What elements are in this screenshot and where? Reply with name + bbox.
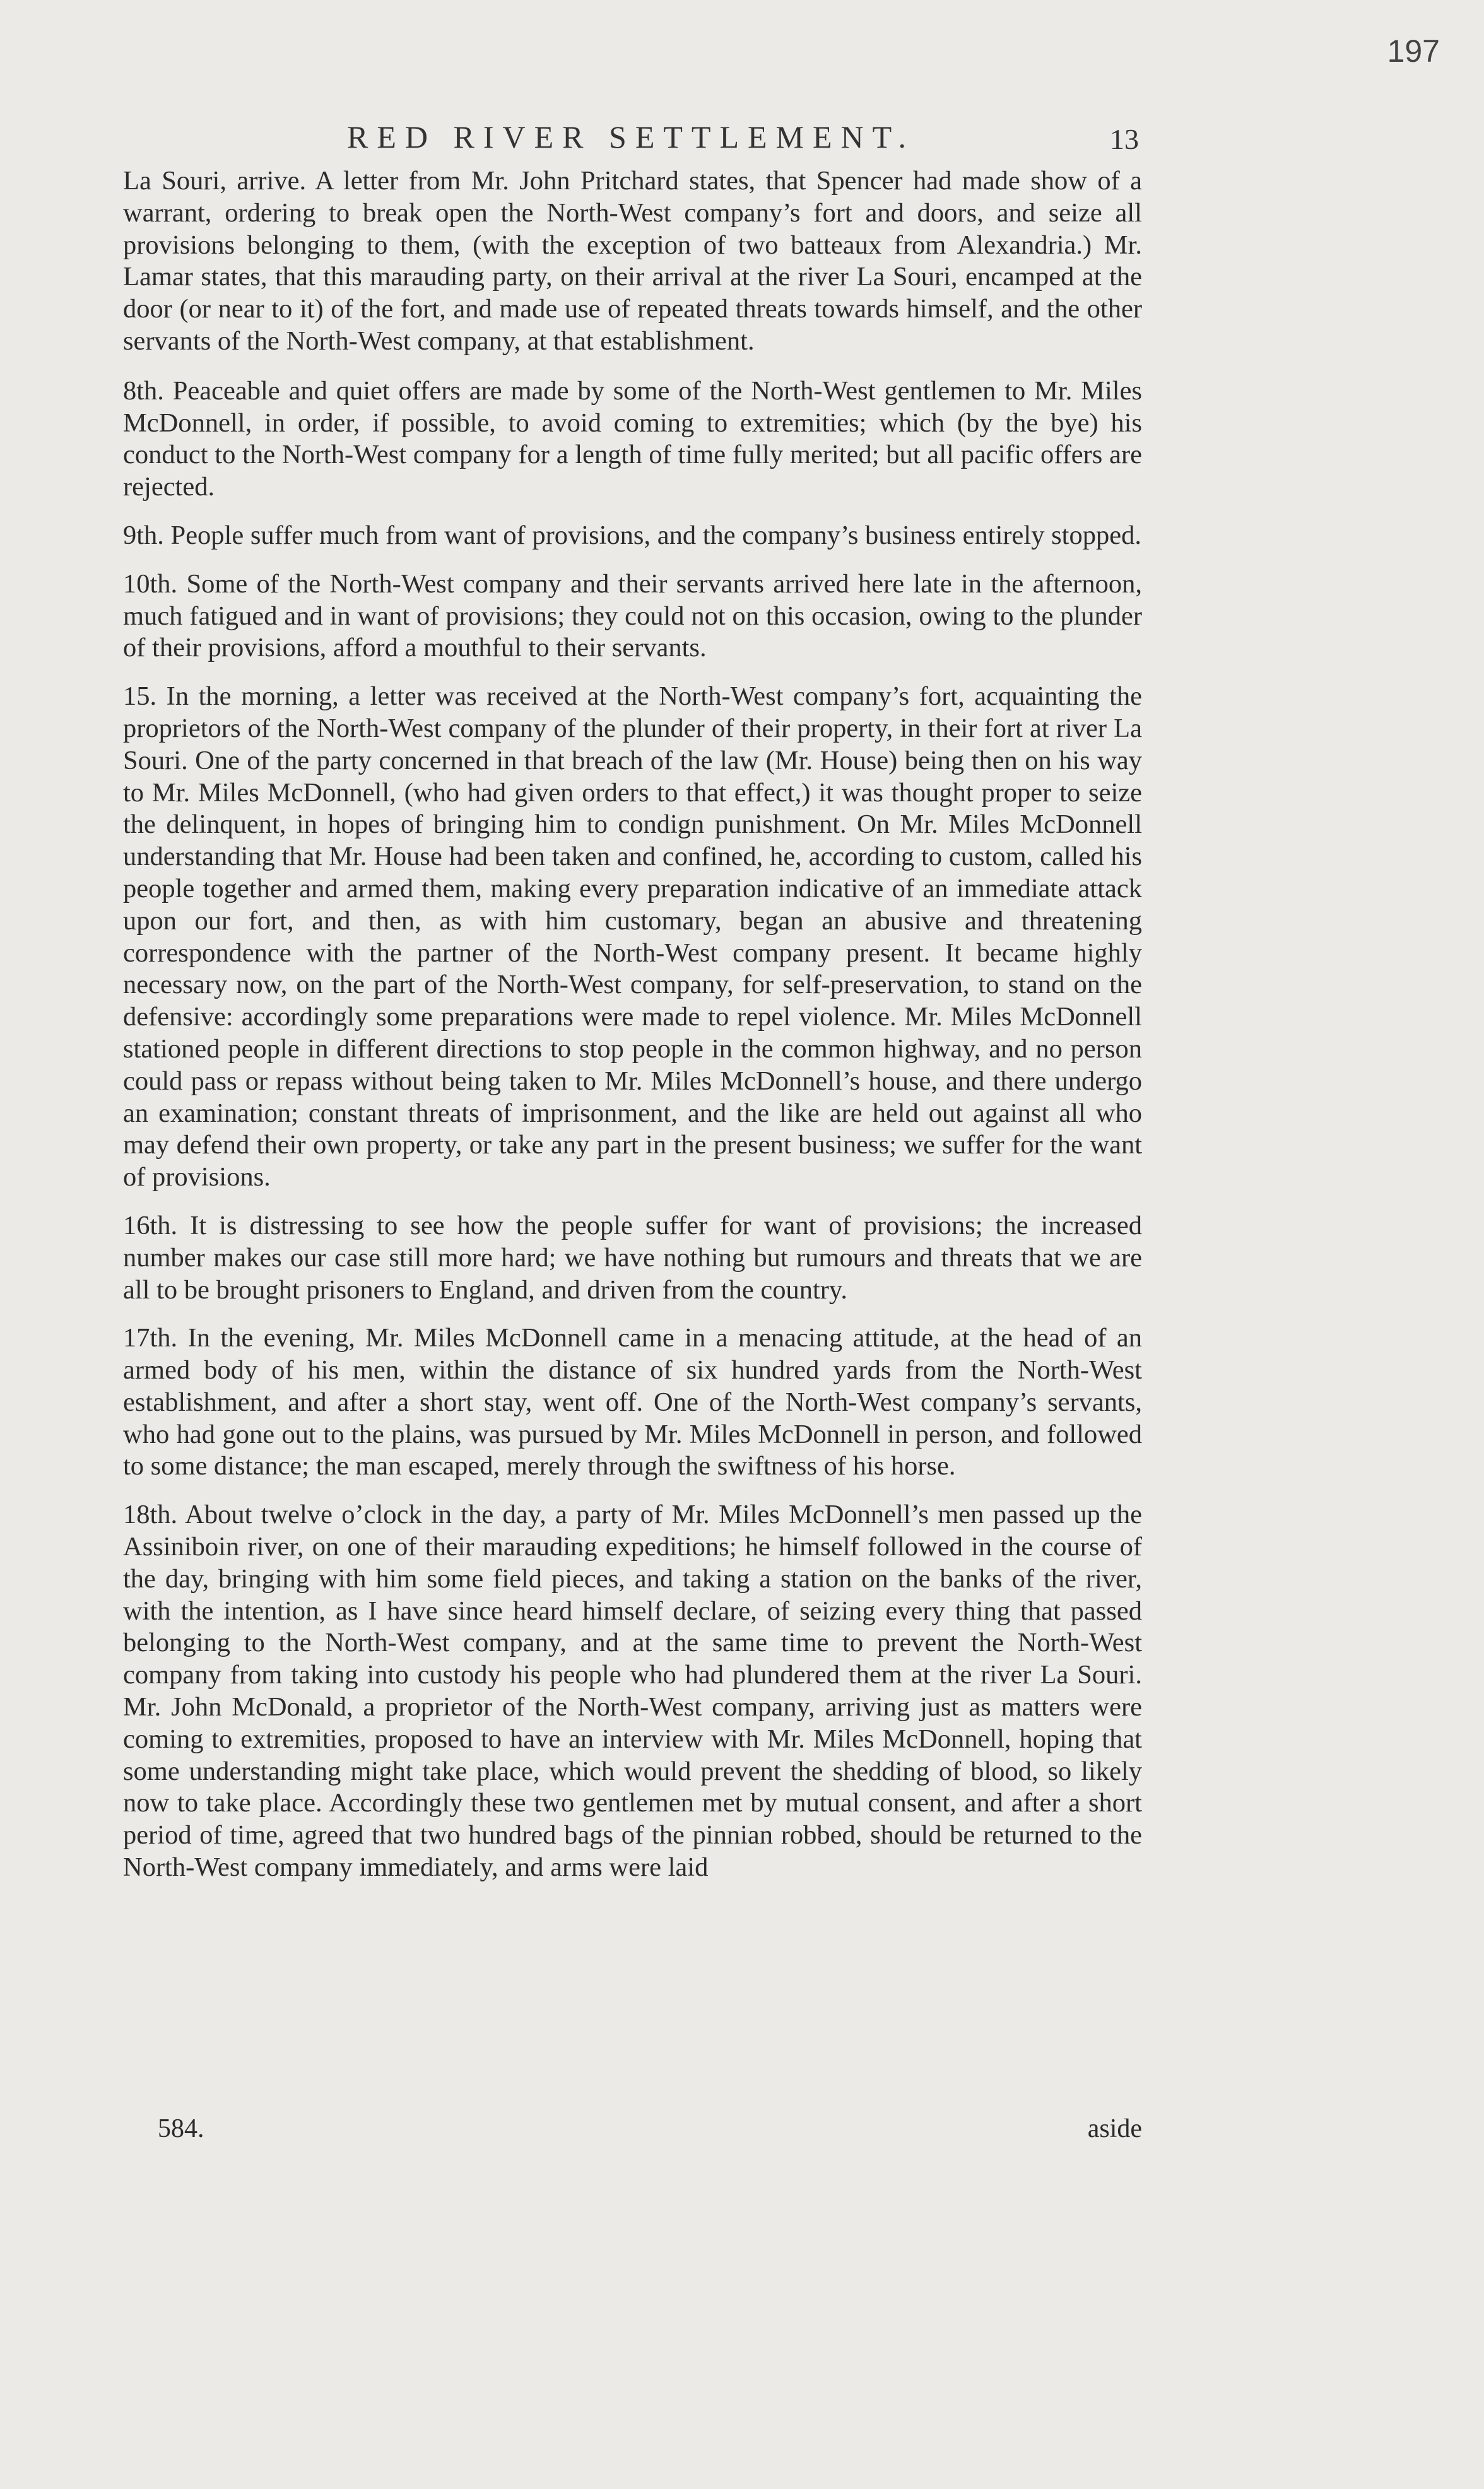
paragraph-15th: 15. In the morning, a letter was received at the North-West company’s fort, acquainting the proprietors of the North-West company of the plunder of their property, in their fort at river La Souri. One of the party concerned in that breach of the law (Mr. House) being then on his way to Mr. Miles McDonnell, (who had given orders to that effect,) it was thought proper to seize the delinquent, in hopes of bringing him to condign punishment. On Mr. Miles McDonnell understanding that Mr. House had been taken and confined, he, according to custom, called his people together and armed them, making every preparation indicative of an immediate attack upon our fort, and then, as with him customary, began an abusive and threatening correspondence with the partner of the North-West company present. It became highly necessary now, on the part of the North-West company, for self-preservation, to stand on the defensive: accordingly some preparations were made to repel violence. Mr. Miles McDonnell stationed people in different directions to stop people in the common highway, and no person could pass or repass without being taken to Mr. Miles McDonnell’s house, and there undergo an examination; constant threats of imprisonment, and the like are held out against all who may defend their own property, or take any part in the present business; we suffer for the want of provisions. <box>123 681 1142 1192</box>
archive-page-number: 197 <box>1387 33 1440 69</box>
paragraph-18th: 18th. About twelve o’clock in the day, a party of Mr. Miles McDonnell’s men passed up the Assiniboin river, on one of their marauding expeditions; he himself followed in the course of the day, bringing with him some field pieces, and taking a station on the banks of the river, with the intention, as I have since heard himself declare, of seizing every thing that passed belonging to the North-West company, and at the same time to prevent the North-West company from taking into custody his people who had plundered them at the river La Souri. Mr. John McDonald, a proprietor of the North-West company, arriving just as matters were coming to extremities, proposed to have an interview with Mr. Miles McDonnell, hoping that some understanding might take place, which would prevent the shedding of blood, so likely now to take place. Accordingly these two gentlemen met by mutual consent, and after a short period of time, agreed that two hundred bags of the pinnian robbed, should be returned to the North-West company immediately, and arms were laid <box>123 1500 1142 1883</box>
footer-line <box>158 2114 1142 2151</box>
signature-mark: 584. <box>158 2114 204 2143</box>
paragraph-8th: 8th. Peaceable and quiet offers are made by some of the North-West gentlemen to Mr. Miles McDonnell, in order, if possible, to avoid coming to extremities; which (by the bye) his conduct to the North-West company for a length of time fully merited; but all pacific offers are rejected. <box>123 375 1142 502</box>
paragraph-9th: 9th. People suffer much from want of provisions, and the company’s business entirely stopped. <box>123 520 1141 550</box>
paragraph-16th: 16th. It is distressing to see how the people suffer for want of provisions; the increased number makes our case still more hard; we have nothing but rumours and threats that we are all to be brought prisoners to England, and driven from the country. <box>123 1210 1142 1305</box>
body-text <box>123 165 1142 1900</box>
paragraph-10th: 10th. Some of the North-West company and their servants arrived here late in the afternoon, much fatigued and in want of provisions; they could not on this occasion, owing to the plunder of their provisions, afford a mouthful to their servants. <box>123 568 1142 663</box>
running-head <box>123 119 1139 156</box>
catchword: aside <box>1087 2114 1142 2143</box>
running-head-title: RED RIVER SETTLEMENT. <box>347 119 915 155</box>
running-head-page-number: 13 <box>1110 123 1139 155</box>
paragraph-17th: 17th. In the evening, Mr. Miles McDonnell came in a menacing attitude, at the head of an armed body of his men, within the distance of six hundred yards from the North-West establishment, and after a short stay, went off. One of the North-West company’s servants, who had gone out to the plains, was pursued by Mr. Miles McDonnell in person, and followed to some distance; the man escaped, merely through the swiftness of his horse. <box>123 1323 1142 1481</box>
paragraph-continuation: La Souri, arrive. A letter from Mr. John Pritchard states, that Spencer had made show of a warrant, ordering to break open the North-West company’s fort and doors, and seize all provisions belonging to them, (with the exception of two batteaux from Alexandria.) Mr. Lamar states, that this marauding party, on their arrival at the river La Souri, encamped at the door (or near to it) of the fort, and made use of repeated threats towards himself, and the other servants of the North-West company, at that establishment. <box>123 166 1142 356</box>
